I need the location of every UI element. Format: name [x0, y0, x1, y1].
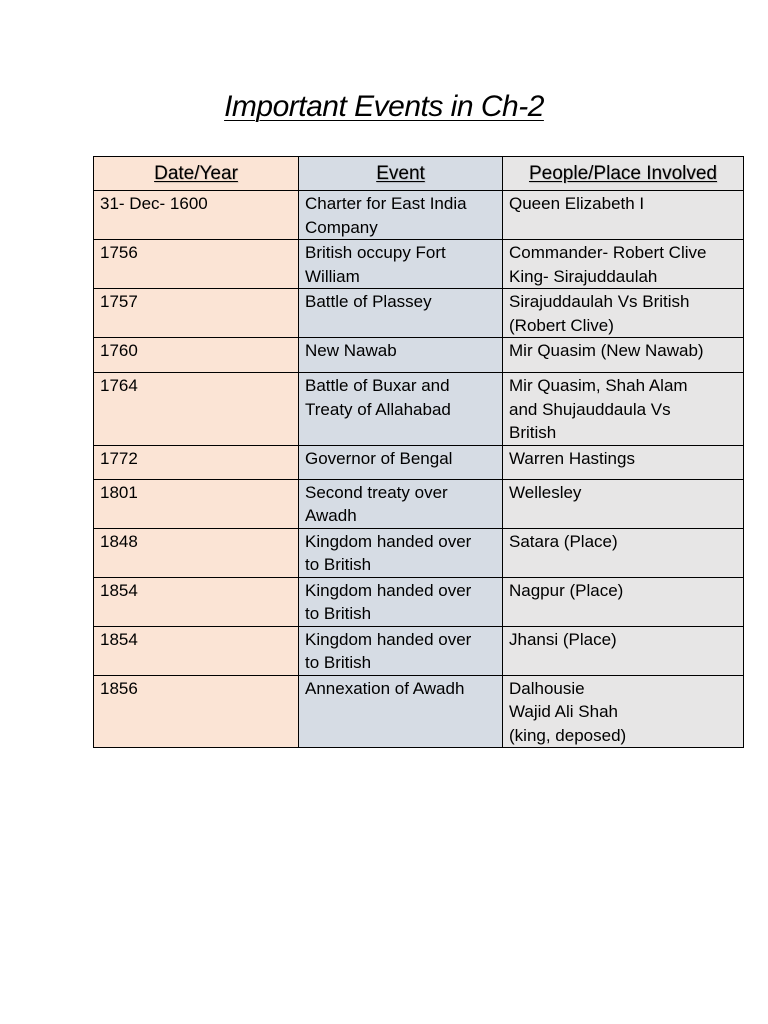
events-table [93, 156, 744, 748]
people-cell: Satara (Place) [503, 528, 744, 577]
people-cell: Dalhousie Wajid Ali Shah (king, deposed) [503, 675, 744, 748]
date-cell: 1801 [94, 479, 299, 528]
event-cell: Governor of Bengal [299, 445, 503, 479]
date-cell: 1760 [94, 338, 299, 373]
people-cell: Wellesley [503, 479, 744, 528]
date-cell: 1772 [94, 445, 299, 479]
people-cell: Queen Elizabeth I [503, 191, 744, 240]
event-cell: Battle of Buxar and Treaty of Allahabad [299, 373, 503, 446]
date-cell: 1756 [94, 240, 299, 289]
date-cell: 1764 [94, 373, 299, 446]
table-row [94, 675, 744, 748]
table-row [94, 626, 744, 675]
event-cell: Kingdom handed over to British [299, 577, 503, 626]
date-cell: 31- Dec- 1600 [94, 191, 299, 240]
table-row [94, 479, 744, 528]
table-row [94, 338, 744, 373]
date-cell: 1757 [94, 289, 299, 338]
people-cell: Nagpur (Place) [503, 577, 744, 626]
table-row [94, 191, 744, 240]
date-cell: 1848 [94, 528, 299, 577]
people-cell: Jhansi (Place) [503, 626, 744, 675]
event-cell: British occupy Fort William [299, 240, 503, 289]
people-cell: Mir Quasim, Shah Alam and Shujauddaula Vs British [503, 373, 744, 446]
header-people-place: People/Place Involved [503, 157, 744, 191]
table-row [94, 577, 744, 626]
people-cell: Warren Hastings [503, 445, 744, 479]
people-cell: Sirajuddaulah Vs British (Robert Clive) [503, 289, 744, 338]
header-event: Event [299, 157, 503, 191]
event-cell: Battle of Plassey [299, 289, 503, 338]
header-date-year: Date/Year [94, 157, 299, 191]
date-cell: 1856 [94, 675, 299, 748]
event-cell: Kingdom handed over to British [299, 626, 503, 675]
page-title: Important Events in Ch-2 [224, 90, 544, 123]
table-row [94, 240, 744, 289]
date-cell: 1854 [94, 577, 299, 626]
table-row [94, 445, 744, 479]
table-row [94, 289, 744, 338]
table-row [94, 373, 744, 446]
table-header-row [94, 157, 744, 191]
event-cell: Charter for East India Company [299, 191, 503, 240]
date-cell: 1854 [94, 626, 299, 675]
event-cell: Second treaty over Awadh [299, 479, 503, 528]
people-cell: Commander- Robert Clive King- Sirajuddaulah [503, 240, 744, 289]
event-cell: Kingdom handed over to British [299, 528, 503, 577]
event-cell: New Nawab [299, 338, 503, 373]
event-cell: Annexation of Awadh [299, 675, 503, 748]
table-row [94, 528, 744, 577]
people-cell: Mir Quasim (New Nawab) [503, 338, 744, 373]
